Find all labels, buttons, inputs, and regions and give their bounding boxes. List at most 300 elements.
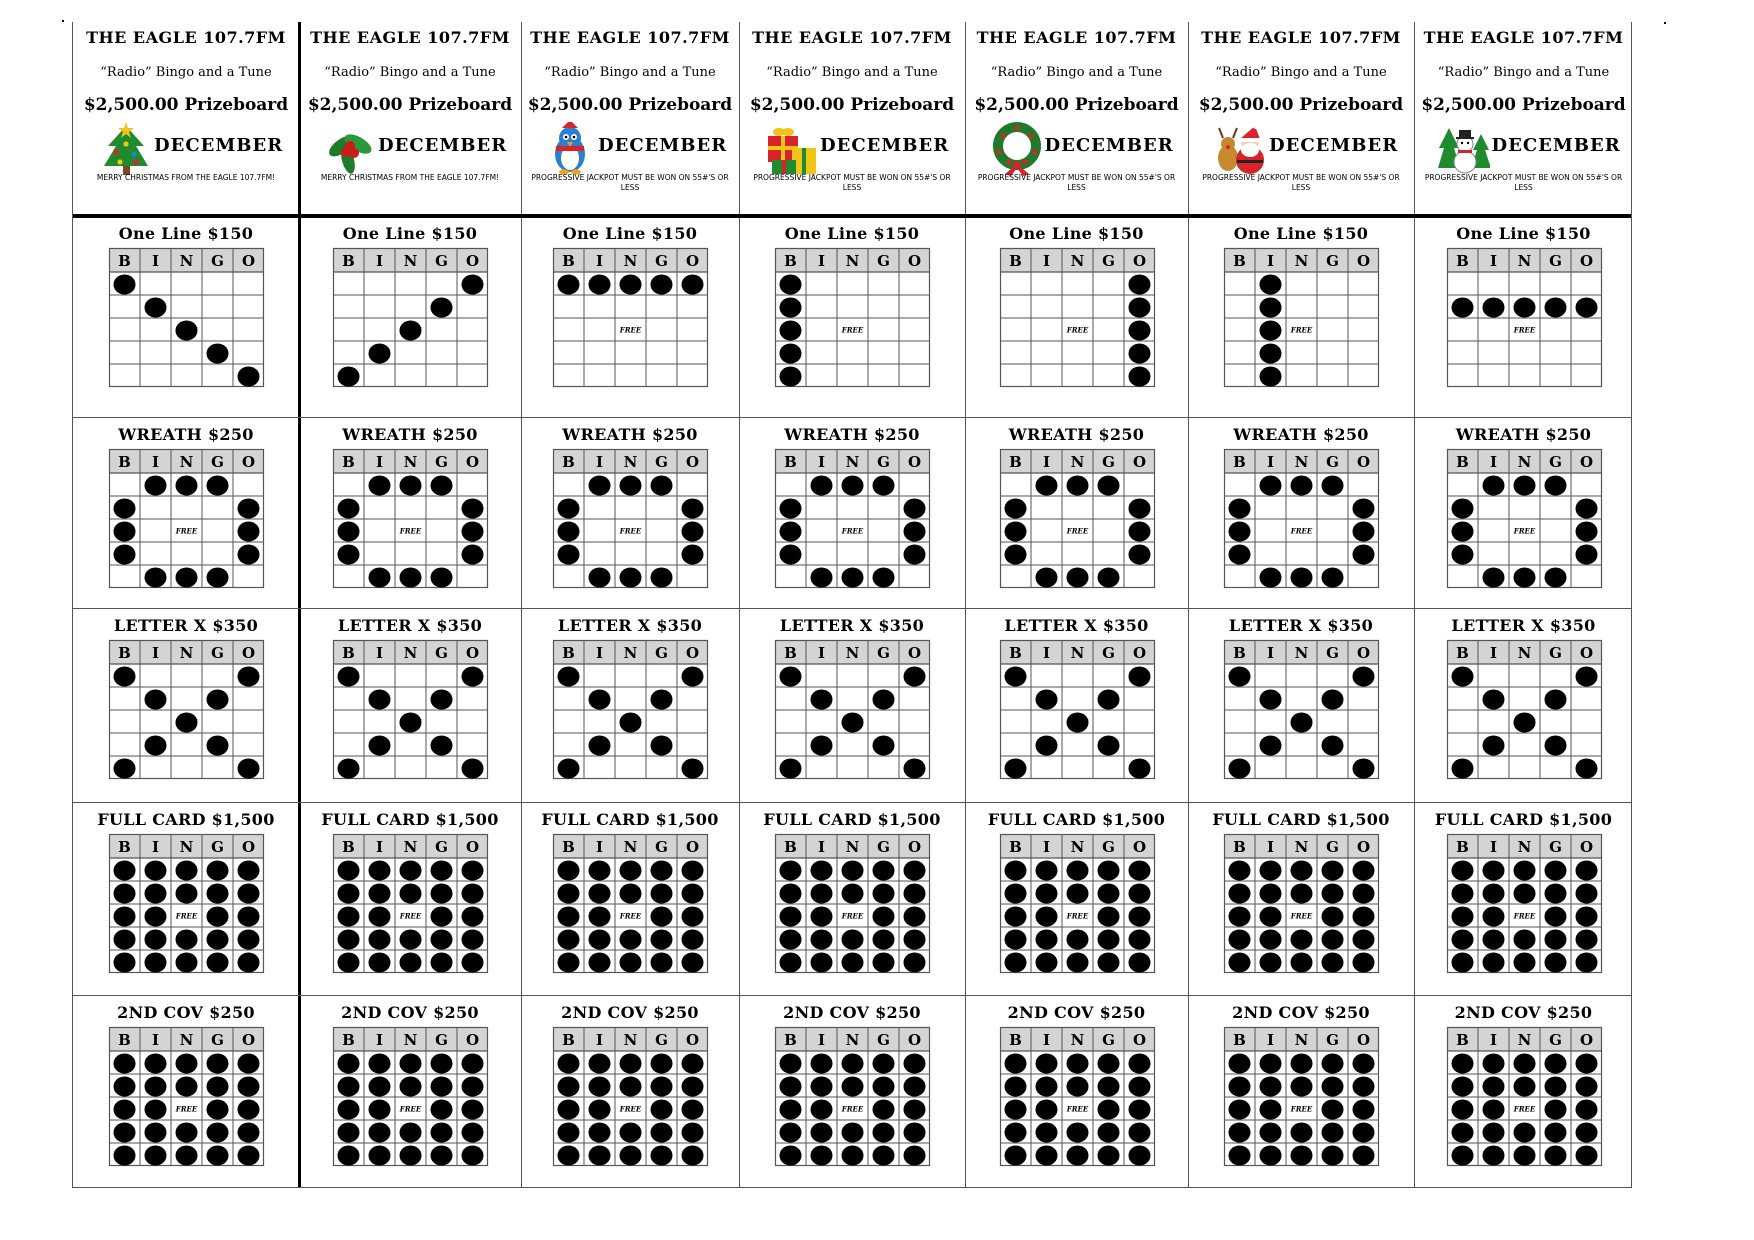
- bingo-dauber-mark: [651, 884, 673, 904]
- bingo-dauber-mark: [1451, 545, 1473, 565]
- bingo-letter-b: B: [1455, 453, 1469, 471]
- bingo-dauber-mark: [1291, 884, 1313, 904]
- bingo-dauber-mark: [780, 1054, 802, 1074]
- bingo-dauber-mark: [400, 1077, 422, 1097]
- bingo-dauber-mark: [1097, 1100, 1119, 1120]
- bingo-letter-i: I: [1489, 838, 1497, 856]
- bingo-dauber-mark: [1260, 907, 1282, 927]
- bingo-dauber-mark: [1128, 884, 1150, 904]
- bingo-dauber-mark: [1353, 884, 1375, 904]
- bingo-dauber-mark: [338, 759, 360, 779]
- bingo-dauber-mark: [400, 568, 422, 588]
- bingo-card: [775, 834, 930, 973]
- bingo-card: [109, 248, 264, 387]
- bingo-dauber-mark: [1035, 568, 1057, 588]
- bingo-dauber-mark: [400, 861, 422, 881]
- bingo-letter-o: O: [1132, 838, 1146, 856]
- bingo-dauber-mark: [1482, 568, 1504, 588]
- bingo-dauber-mark: [873, 736, 895, 756]
- card-header: [965, 22, 1188, 215]
- bingo-letter-i: I: [1042, 453, 1050, 471]
- bingo-dauber-mark: [1004, 1146, 1026, 1166]
- bingo-dauber-mark: [1128, 499, 1150, 519]
- bingo-dauber-mark: [1544, 907, 1566, 927]
- bingo-dauber-mark: [651, 476, 673, 496]
- bingo-dauber-mark: [338, 884, 360, 904]
- bingo-dauber-mark: [589, 476, 611, 496]
- bingo-letter-b: B: [562, 644, 575, 662]
- bingo-dauber-mark: [369, 953, 391, 973]
- bingo-dauber-mark: [651, 1054, 673, 1074]
- bingo-dauber-mark: [780, 861, 802, 881]
- bingo-dauber-mark: [1128, 367, 1150, 387]
- bingo-dauber-mark: [1291, 713, 1313, 733]
- game-title: WREATH $250: [784, 425, 920, 444]
- bingo-letter-n: N: [1294, 1031, 1309, 1049]
- free-space-label: FREE: [619, 911, 642, 921]
- bingo-dauber-mark: [338, 1054, 360, 1074]
- game-title: LETTER X $350: [1228, 616, 1374, 635]
- free-space-label: FREE: [399, 1104, 422, 1114]
- bingo-dauber-mark: [842, 1077, 864, 1097]
- bingo-dauber-mark: [207, 568, 229, 588]
- row-divider: [73, 608, 1631, 609]
- bingo-dauber-mark: [904, 522, 926, 542]
- bingo-dauber-mark: [1260, 1054, 1282, 1074]
- free-space-label: FREE: [1513, 911, 1535, 921]
- bingo-dauber-mark: [1322, 1100, 1344, 1120]
- bingo-dauber-mark: [1035, 1054, 1057, 1074]
- bingo-letter-o: O: [1132, 1031, 1146, 1049]
- bingo-card: [775, 640, 930, 779]
- bingo-card: [1447, 640, 1602, 779]
- bingo-dauber-mark: [1513, 568, 1535, 588]
- bingo-card: [553, 449, 708, 588]
- free-space-label: FREE: [1066, 526, 1088, 536]
- bingo-dauber-mark: [1322, 884, 1344, 904]
- bingo-dauber-mark: [462, 1146, 484, 1166]
- bingo-dauber-mark: [682, 884, 704, 904]
- bingo-letter-i: I: [1266, 453, 1275, 471]
- bingo-letter-i: I: [151, 1031, 160, 1049]
- bingo-dauber-mark: [400, 884, 422, 904]
- bingo-dauber-mark: [1291, 1123, 1313, 1143]
- bingo-dauber-mark: [1575, 522, 1597, 542]
- bingo-dauber-mark: [1322, 1123, 1344, 1143]
- bingo-dauber-mark: [1004, 1100, 1026, 1120]
- bingo-dauber-mark: [1128, 953, 1150, 973]
- month-label: DECEMBER: [1491, 135, 1621, 156]
- bingo-dauber-mark: [1451, 953, 1473, 973]
- bingo-dauber-mark: [114, 1054, 136, 1074]
- bingo-dauber-mark: [400, 1123, 422, 1143]
- bingo-dauber-mark: [1544, 1100, 1566, 1120]
- bingo-dauber-mark: [369, 476, 391, 496]
- bingo-dauber-mark: [400, 1054, 422, 1074]
- bingo-dauber-mark: [873, 930, 895, 950]
- bingo-dauber-mark: [780, 275, 802, 295]
- bingo-dauber-mark: [1482, 930, 1504, 950]
- bingo-dauber-mark: [238, 1054, 260, 1074]
- bingo-dauber-mark: [1544, 953, 1566, 973]
- bingo-dauber-mark: [780, 667, 802, 687]
- bingo-dauber-mark: [1128, 1077, 1150, 1097]
- bingo-letter-i: I: [595, 644, 604, 662]
- free-space-label: FREE: [175, 911, 198, 921]
- bingo-dauber-mark: [1353, 499, 1375, 519]
- bingo-dauber-mark: [558, 1100, 580, 1120]
- bingo-dauber-mark: [558, 930, 580, 950]
- bingo-dauber-mark: [1353, 1100, 1375, 1120]
- bingo-dauber-mark: [1291, 953, 1313, 973]
- bingo-dauber-mark: [462, 1100, 484, 1120]
- bingo-dauber-mark: [207, 1054, 229, 1074]
- free-space-label: FREE: [1513, 325, 1535, 335]
- bingo-dauber-mark: [651, 1146, 673, 1166]
- bingo-dauber-mark: [1128, 1100, 1150, 1120]
- station-name: THE EAGLE 107.7FM: [976, 28, 1177, 47]
- bingo-dauber-mark: [207, 1077, 229, 1097]
- bingo-card: [775, 248, 930, 387]
- bingo-letter-g: G: [1548, 644, 1562, 662]
- bingo-letter-n: N: [1517, 644, 1531, 662]
- game-title: One Line $150: [1233, 224, 1369, 243]
- game-title: One Line $150: [784, 224, 920, 243]
- game-title: 2ND COV $250: [1232, 1003, 1370, 1022]
- bingo-dauber-mark: [238, 759, 260, 779]
- bingo-dauber-mark: [238, 545, 260, 565]
- christmas-tree-icon: [100, 122, 152, 176]
- bingo-dauber-mark: [1035, 953, 1057, 973]
- bingo-dauber-mark: [904, 759, 926, 779]
- month-label: DECEMBER: [154, 135, 284, 156]
- bingo-dauber-mark: [1229, 499, 1251, 519]
- free-space-label: FREE: [1066, 911, 1088, 921]
- bingo-letter-o: O: [1356, 1031, 1371, 1049]
- bingo-dauber-mark: [620, 275, 642, 295]
- bingo-dauber-mark: [682, 499, 704, 519]
- bingo-letter-n: N: [179, 644, 194, 662]
- bingo-dauber-mark: [176, 861, 198, 881]
- bingo-dauber-mark: [1575, 1100, 1597, 1120]
- bingo-letter-i: I: [817, 252, 826, 270]
- bingo-letter-o: O: [1132, 453, 1146, 471]
- bingo-dauber-mark: [1097, 568, 1119, 588]
- bingo-letter-n: N: [1070, 1031, 1084, 1049]
- bingo-letter-o: O: [907, 1031, 922, 1049]
- bingo-dauber-mark: [1482, 690, 1504, 710]
- bingo-card: [109, 640, 264, 779]
- bingo-letter-i: I: [375, 252, 384, 270]
- bingo-dauber-mark: [589, 1146, 611, 1166]
- bingo-dauber-mark: [114, 759, 136, 779]
- bingo-card: [1447, 834, 1602, 973]
- bingo-dauber-mark: [431, 861, 453, 881]
- bingo-dauber-mark: [145, 1077, 167, 1097]
- bingo-dauber-mark: [842, 1123, 864, 1143]
- card-header: [299, 22, 521, 215]
- bingo-dauber-mark: [651, 275, 673, 295]
- bingo-dauber-mark: [207, 861, 229, 881]
- bingo-letter-i: I: [817, 1031, 826, 1049]
- bingo-dauber-mark: [1004, 1077, 1026, 1097]
- bingo-dauber-mark: [176, 953, 198, 973]
- bingo-dauber-mark: [462, 545, 484, 565]
- bingo-letter-b: B: [118, 838, 131, 856]
- bingo-dauber-mark: [1322, 476, 1344, 496]
- bingo-dauber-mark: [1229, 1054, 1251, 1074]
- bingo-dauber-mark: [238, 930, 260, 950]
- bingo-dauber-mark: [1229, 861, 1251, 881]
- bingo-dauber-mark: [114, 667, 136, 687]
- game-title: 2ND COV $250: [783, 1003, 921, 1022]
- bingo-dauber-mark: [1128, 522, 1150, 542]
- santa-and-reindeer-icon: [1215, 122, 1267, 176]
- month-label: DECEMBER: [1269, 135, 1399, 156]
- bingo-dauber-mark: [1451, 930, 1473, 950]
- bingo-letter-i: I: [151, 453, 160, 471]
- bingo-dauber-mark: [1353, 1123, 1375, 1143]
- bingo-letter-g: G: [655, 252, 668, 270]
- tagline: “Radio” Bingo and a Tune: [1215, 65, 1387, 80]
- bingo-dauber-mark: [1066, 1146, 1088, 1166]
- bingo-card: [1224, 449, 1379, 588]
- bingo-letter-i: I: [1266, 838, 1275, 856]
- bingo-dauber-mark: [207, 1123, 229, 1143]
- bingo-dauber-mark: [811, 1054, 833, 1074]
- bingo-letter-b: B: [1455, 252, 1469, 270]
- bingo-dauber-mark: [1513, 1146, 1535, 1166]
- bingo-dauber-mark: [145, 930, 167, 950]
- bingo-dauber-mark: [1229, 930, 1251, 950]
- bingo-letter-n: N: [1294, 252, 1309, 270]
- bingo-dauber-mark: [238, 884, 260, 904]
- bingo-dauber-mark: [1260, 476, 1282, 496]
- bingo-dauber-mark: [207, 344, 229, 364]
- station-name: THE EAGLE 107.7FM: [310, 28, 510, 47]
- bingo-dauber-mark: [1097, 884, 1119, 904]
- bingo-dauber-mark: [462, 1123, 484, 1143]
- bingo-letter-b: B: [342, 453, 355, 471]
- bingo-dauber-mark: [400, 953, 422, 973]
- bingo-dauber-mark: [1097, 690, 1119, 710]
- bingo-letter-g: G: [1101, 252, 1115, 270]
- bingo-letter-i: I: [1042, 838, 1050, 856]
- bingo-dauber-mark: [1513, 930, 1535, 950]
- bingo-dauber-mark: [1322, 736, 1344, 756]
- bingo-dauber-mark: [145, 907, 167, 927]
- bingo-dauber-mark: [1097, 1077, 1119, 1097]
- bingo-dauber-mark: [238, 522, 260, 542]
- bingo-letter-n: N: [1294, 838, 1309, 856]
- bingo-dauber-mark: [1353, 667, 1375, 687]
- bingo-dauber-mark: [620, 1146, 642, 1166]
- bingo-dauber-mark: [369, 1054, 391, 1074]
- bingo-letter-b: B: [1233, 1031, 1246, 1049]
- bingo-letter-g: G: [1326, 838, 1339, 856]
- bingo-letter-n: N: [1517, 838, 1531, 856]
- bingo-dauber-mark: [431, 298, 453, 318]
- bingo-dauber-mark: [1575, 1077, 1597, 1097]
- bingo-dauber-mark: [1513, 1077, 1535, 1097]
- bingo-dauber-mark: [431, 736, 453, 756]
- bingo-dauber-mark: [400, 930, 422, 950]
- bingo-letter-b: B: [1233, 838, 1246, 856]
- bingo-dauber-mark: [1482, 1054, 1504, 1074]
- station-name: THE EAGLE 107.7FM: [752, 28, 952, 47]
- bingo-dauber-mark: [904, 1100, 926, 1120]
- bingo-dauber-mark: [369, 1100, 391, 1120]
- bingo-dauber-mark: [1260, 344, 1282, 364]
- bingo-dauber-mark: [1229, 1100, 1251, 1120]
- bingo-dauber-mark: [1575, 884, 1597, 904]
- bingo-dauber-mark: [1353, 522, 1375, 542]
- bingo-dauber-mark: [651, 930, 673, 950]
- bingo-dauber-mark: [811, 884, 833, 904]
- bingo-letter-i: I: [817, 644, 826, 662]
- bingo-dauber-mark: [1097, 1054, 1119, 1074]
- bingo-card: [1000, 248, 1155, 387]
- bingo-dauber-mark: [176, 568, 198, 588]
- bingo-dauber-mark: [1353, 953, 1375, 973]
- bingo-dauber-mark: [1035, 1077, 1057, 1097]
- bingo-dauber-mark: [1575, 907, 1597, 927]
- bingo-dauber-mark: [1260, 321, 1282, 341]
- free-space-label: FREE: [1290, 526, 1313, 536]
- bingo-letter-g: G: [1101, 644, 1115, 662]
- tagline: “Radio” Bingo and a Tune: [324, 65, 496, 80]
- bingo-dauber-mark: [1229, 1077, 1251, 1097]
- bingo-dauber-mark: [842, 930, 864, 950]
- bingo-dauber-mark: [369, 344, 391, 364]
- game-title: WREATH $250: [118, 425, 254, 444]
- bingo-dauber-mark: [431, 1077, 453, 1097]
- bingo-letter-b: B: [1455, 644, 1469, 662]
- bingo-dauber-mark: [558, 884, 580, 904]
- game-title: One Line $150: [562, 224, 698, 243]
- free-space-label: FREE: [1513, 526, 1535, 536]
- bingo-letter-o: O: [1579, 838, 1593, 856]
- bingo-dauber-mark: [811, 1100, 833, 1120]
- bingo-dauber-mark: [1097, 736, 1119, 756]
- bingo-dauber-mark: [207, 884, 229, 904]
- bingo-dauber-mark: [431, 690, 453, 710]
- bingo-dauber-mark: [682, 907, 704, 927]
- bingo-dauber-mark: [1544, 861, 1566, 881]
- bingo-dauber-mark: [238, 953, 260, 973]
- bingo-dauber-mark: [338, 953, 360, 973]
- bingo-card: [109, 449, 264, 588]
- bingo-letter-g: G: [435, 644, 448, 662]
- bingo-dauber-mark: [431, 907, 453, 927]
- bingo-letter-g: G: [1101, 838, 1115, 856]
- bingo-dauber-mark: [431, 1146, 453, 1166]
- bingo-card: [109, 834, 264, 973]
- bingo-letter-o: O: [1356, 644, 1371, 662]
- bingo-dauber-mark: [462, 275, 484, 295]
- bingo-dauber-mark: [558, 759, 580, 779]
- bingo-dauber-mark: [176, 321, 198, 341]
- bingo-letter-b: B: [784, 1031, 797, 1049]
- bingo-dauber-mark: [682, 1100, 704, 1120]
- bingo-letter-n: N: [179, 838, 194, 856]
- bingo-letter-n: N: [1294, 644, 1309, 662]
- bingo-dauber-mark: [873, 953, 895, 973]
- bingo-letter-b: B: [1008, 453, 1022, 471]
- bingo-dauber-mark: [1575, 930, 1597, 950]
- bingo-dauber-mark: [114, 861, 136, 881]
- bingo-letter-o: O: [465, 453, 480, 471]
- bingo-dauber-mark: [145, 1054, 167, 1074]
- bingo-letter-o: O: [1579, 453, 1593, 471]
- bingo-dauber-mark: [1353, 545, 1375, 565]
- bingo-dauber-mark: [1575, 953, 1597, 973]
- bingo-dauber-mark: [873, 1100, 895, 1120]
- bingo-dauber-mark: [462, 884, 484, 904]
- bingo-dauber-mark: [589, 568, 611, 588]
- bingo-dauber-mark: [176, 1077, 198, 1097]
- bingo-dauber-mark: [811, 1146, 833, 1166]
- bingo-dauber-mark: [1035, 861, 1057, 881]
- bingo-dauber-mark: [1260, 298, 1282, 318]
- bingo-letter-g: G: [211, 644, 224, 662]
- bingo-dauber-mark: [904, 861, 926, 881]
- bingo-letter-o: O: [1356, 453, 1371, 471]
- bingo-dauber-mark: [1544, 930, 1566, 950]
- bingo-letter-b: B: [118, 644, 131, 662]
- bingo-dauber-mark: [1229, 907, 1251, 927]
- card-footnote: PROGRESSIVE JACKPOT MUST BE WON ON 55#'S OR LESS: [531, 173, 729, 192]
- bingo-dauber-mark: [238, 1123, 260, 1143]
- bingo-dauber-mark: [1482, 476, 1504, 496]
- bingo-dauber-mark: [1451, 884, 1473, 904]
- bingo-dauber-mark: [620, 713, 642, 733]
- game-title: WREATH $250: [342, 425, 478, 444]
- bingo-card: [1447, 248, 1602, 387]
- bingo-dauber-mark: [558, 953, 580, 973]
- bingo-dauber-mark: [1128, 861, 1150, 881]
- bingo-letter-g: G: [435, 453, 448, 471]
- bingo-dauber-mark: [1451, 1077, 1473, 1097]
- bingo-dauber-mark: [145, 1146, 167, 1166]
- bingo-dauber-mark: [114, 1077, 136, 1097]
- bingo-dauber-mark: [338, 545, 360, 565]
- bingo-card: [553, 640, 708, 779]
- bingo-letter-g: G: [1326, 1031, 1339, 1049]
- prize-board: $2,500.00 Prizeboard: [1198, 95, 1404, 115]
- bingo-letter-o: O: [907, 252, 922, 270]
- bingo-dauber-mark: [431, 476, 453, 496]
- bingo-dauber-mark: [904, 545, 926, 565]
- bingo-dauber-mark: [1322, 861, 1344, 881]
- bingo-letter-b: B: [342, 1031, 355, 1049]
- free-space-label: FREE: [841, 911, 864, 921]
- bingo-dauber-mark: [369, 1146, 391, 1166]
- bingo-letter-b: B: [342, 252, 355, 270]
- bingo-letter-i: I: [595, 1031, 604, 1049]
- bingo-letter-n: N: [179, 252, 194, 270]
- bingo-dauber-mark: [114, 275, 136, 295]
- bingo-dauber-mark: [780, 367, 802, 387]
- bingo-dauber-mark: [114, 907, 136, 927]
- bingo-dauber-mark: [462, 930, 484, 950]
- bingo-letter-o: O: [685, 644, 700, 662]
- bingo-dauber-mark: [682, 667, 704, 687]
- bingo-letter-o: O: [685, 838, 700, 856]
- bingo-dauber-mark: [1544, 1146, 1566, 1166]
- bingo-card: [775, 1027, 930, 1166]
- bingo-dauber-mark: [904, 667, 926, 687]
